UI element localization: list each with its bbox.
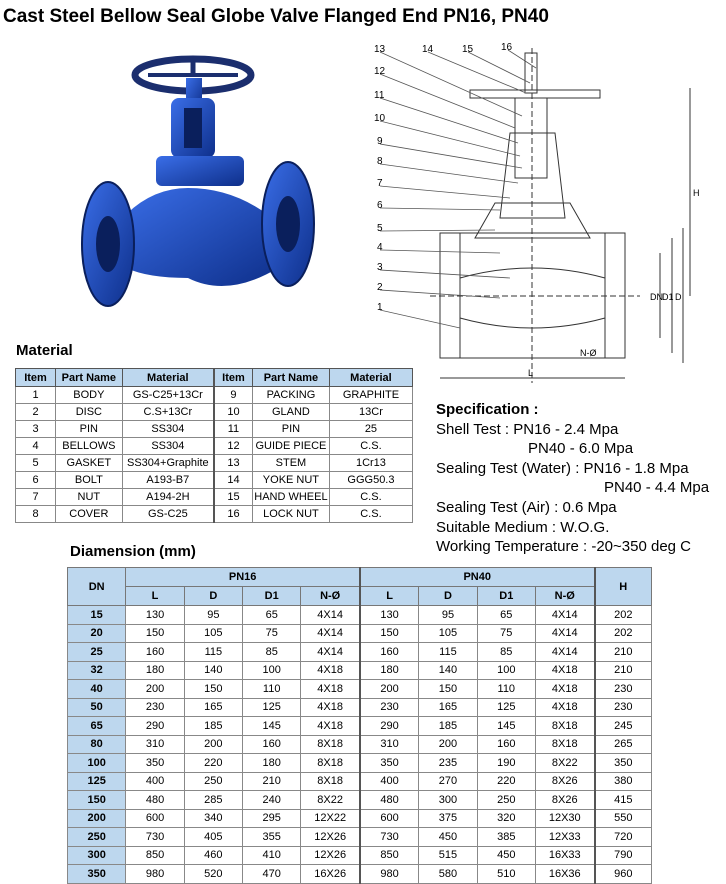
dimension-sub-header: N-Ø bbox=[301, 587, 360, 606]
working-temperature: Working Temperature : -20~350 deg C bbox=[436, 538, 692, 556]
dimension-cell: 165 bbox=[184, 698, 242, 717]
material-cell: C.S. bbox=[329, 438, 412, 455]
shell-test: Shell Test : PN16 - 2.4 Mpa bbox=[436, 420, 619, 438]
dimension-cell: 960 bbox=[595, 865, 652, 884]
dimension-cell: 4X18 bbox=[535, 698, 594, 717]
dimension-cell: 75 bbox=[477, 624, 535, 643]
callout-3: 3 bbox=[377, 262, 383, 273]
dimension-cell: 95 bbox=[419, 606, 477, 625]
material-cell: HAND WHEEL bbox=[252, 489, 329, 506]
sealing-test-air: Sealing Test (Air) : 0.6 Mpa bbox=[436, 498, 617, 516]
material-cell: 1 bbox=[16, 387, 56, 404]
dim-label-dn: DN bbox=[650, 292, 663, 302]
dimension-cell: 180 bbox=[126, 661, 184, 680]
dimension-cell: 4X18 bbox=[535, 661, 594, 680]
dimension-sub-header: D bbox=[184, 587, 242, 606]
dimension-cell: 130 bbox=[360, 606, 419, 625]
dimension-cell: 400 bbox=[360, 772, 419, 791]
dimension-cell: 16X33 bbox=[535, 846, 594, 865]
dimension-table bbox=[67, 567, 652, 884]
material-cell: SS304 bbox=[122, 421, 214, 438]
dimension-cell: 980 bbox=[126, 865, 184, 884]
dimension-cell: 12X26 bbox=[301, 846, 360, 865]
dimension-cell: 245 bbox=[595, 717, 652, 736]
dimension-sub-header: D1 bbox=[477, 587, 535, 606]
dimension-row bbox=[68, 643, 652, 662]
dimension-cell: 85 bbox=[243, 643, 301, 662]
material-cell: A194-2H bbox=[122, 489, 214, 506]
dimension-cell: 8X18 bbox=[535, 717, 594, 736]
dimension-cell: 405 bbox=[184, 828, 242, 847]
dimension-dn-cell: 150 bbox=[68, 791, 126, 810]
dimension-cell: 202 bbox=[595, 624, 652, 643]
dimension-cell: 290 bbox=[126, 717, 184, 736]
dimension-cell: 450 bbox=[419, 828, 477, 847]
material-header: Part Name bbox=[56, 369, 123, 387]
shell-test-pn40: PN40 - 6.0 Mpa bbox=[528, 440, 634, 458]
dimension-cell: 160 bbox=[126, 643, 184, 662]
specification-block bbox=[436, 400, 709, 557]
dimension-cell: 980 bbox=[360, 865, 419, 884]
dimension-dn-cell: 200 bbox=[68, 809, 126, 828]
dimension-cell: 8X22 bbox=[301, 791, 360, 810]
dimension-cell: 515 bbox=[419, 846, 477, 865]
dimension-sub-header-row bbox=[68, 587, 652, 606]
dimension-cell: 4X14 bbox=[301, 624, 360, 643]
callout-1: 1 bbox=[377, 302, 383, 313]
sealing-test-water: Sealing Test (Water) : PN16 - 1.8 Mpa bbox=[436, 459, 689, 477]
material-row bbox=[16, 421, 413, 438]
material-row bbox=[16, 387, 413, 404]
material-header: Item bbox=[214, 369, 252, 387]
material-header: Material bbox=[122, 369, 214, 387]
dimension-cell: 125 bbox=[243, 698, 301, 717]
dimension-dn-cell: 80 bbox=[68, 735, 126, 754]
dimension-sub-header: N-Ø bbox=[535, 587, 594, 606]
dimension-dn-cell: 125 bbox=[68, 772, 126, 791]
dimension-cell: 375 bbox=[419, 809, 477, 828]
dimension-cell: 8X18 bbox=[301, 772, 360, 791]
material-cell: SS304+Graphite bbox=[122, 455, 214, 472]
dimension-cell: 190 bbox=[477, 754, 535, 773]
dimension-cell: 4X18 bbox=[301, 680, 360, 699]
dimension-row bbox=[68, 606, 652, 625]
dimension-cell: 580 bbox=[419, 865, 477, 884]
dimension-cell: 210 bbox=[595, 643, 652, 662]
dimension-dn-cell: 25 bbox=[68, 643, 126, 662]
dimension-cell: 4X18 bbox=[301, 717, 360, 736]
material-cell: 6 bbox=[16, 472, 56, 489]
dimension-cell: 510 bbox=[477, 865, 535, 884]
dimension-cell: 295 bbox=[243, 809, 301, 828]
dimension-cell: 8X26 bbox=[535, 791, 594, 810]
material-cell: 14 bbox=[214, 472, 252, 489]
dimension-cell: 730 bbox=[126, 828, 184, 847]
dimension-cell: 12X26 bbox=[301, 828, 360, 847]
dimension-header-dn: DN bbox=[68, 568, 126, 606]
dimension-row bbox=[68, 865, 652, 884]
material-cell: 13 bbox=[214, 455, 252, 472]
dimension-cell: 320 bbox=[477, 809, 535, 828]
callout-4: 4 bbox=[377, 242, 383, 253]
callout-12: 12 bbox=[374, 66, 386, 77]
dimension-cell: 110 bbox=[243, 680, 301, 699]
material-cell: GLAND bbox=[252, 404, 329, 421]
dimension-cell: 4X14 bbox=[301, 606, 360, 625]
dimension-cell: 310 bbox=[126, 735, 184, 754]
dimension-cell: 200 bbox=[419, 735, 477, 754]
dimension-cell: 520 bbox=[184, 865, 242, 884]
sealing-test-water-pn40: PN40 - 4.4 Mpa bbox=[604, 479, 710, 497]
dimension-cell: 385 bbox=[477, 828, 535, 847]
dimension-cell: 285 bbox=[184, 791, 242, 810]
dimension-sub-header: D bbox=[419, 587, 477, 606]
dimension-cell: 160 bbox=[360, 643, 419, 662]
dimension-cell: 100 bbox=[477, 661, 535, 680]
dimension-cell: 16X26 bbox=[301, 865, 360, 884]
material-header-row bbox=[16, 369, 413, 387]
callout-7: 7 bbox=[377, 178, 383, 189]
dimension-row bbox=[68, 661, 652, 680]
material-cell: PIN bbox=[252, 421, 329, 438]
dimension-cell: 12X22 bbox=[301, 809, 360, 828]
material-cell: 12 bbox=[214, 438, 252, 455]
material-table bbox=[15, 368, 413, 523]
callout-16: 16 bbox=[501, 42, 513, 53]
dimension-row bbox=[68, 809, 652, 828]
dimension-cell: 150 bbox=[184, 680, 242, 699]
dimension-row bbox=[68, 717, 652, 736]
dimension-cell: 300 bbox=[419, 791, 477, 810]
suitable-medium: Suitable Medium : W.O.G. bbox=[436, 518, 610, 536]
dimension-cell: 180 bbox=[360, 661, 419, 680]
callout-14: 14 bbox=[422, 44, 434, 55]
material-row bbox=[16, 489, 413, 506]
material-cell: 7 bbox=[16, 489, 56, 506]
dimension-dn-cell: 100 bbox=[68, 754, 126, 773]
material-cell: C.S+13Cr bbox=[122, 404, 214, 421]
dimension-cell: 160 bbox=[477, 735, 535, 754]
dimension-cell: 160 bbox=[243, 735, 301, 754]
material-title: Material bbox=[16, 342, 73, 359]
dimension-cell: 8X18 bbox=[301, 735, 360, 754]
material-row bbox=[16, 438, 413, 455]
dimension-cell: 110 bbox=[477, 680, 535, 699]
material-cell: 5 bbox=[16, 455, 56, 472]
dimension-cell: 235 bbox=[419, 754, 477, 773]
material-row bbox=[16, 455, 413, 472]
dimension-cell: 720 bbox=[595, 828, 652, 847]
material-cell: 9 bbox=[214, 387, 252, 404]
callout-2: 2 bbox=[377, 282, 383, 293]
material-cell: SS304 bbox=[122, 438, 214, 455]
dimension-dn-cell: 250 bbox=[68, 828, 126, 847]
dimension-dn-cell: 40 bbox=[68, 680, 126, 699]
dim-label-h: H bbox=[693, 188, 700, 198]
dimension-cell: 350 bbox=[595, 754, 652, 773]
material-cell: 1Cr13 bbox=[329, 455, 412, 472]
dimension-dn-cell: 350 bbox=[68, 865, 126, 884]
dimension-cell: 850 bbox=[360, 846, 419, 865]
material-cell: NUT bbox=[56, 489, 123, 506]
dimension-cell: 200 bbox=[184, 735, 242, 754]
specification-title: Specification : bbox=[436, 401, 539, 418]
dimension-cell: 600 bbox=[126, 809, 184, 828]
material-cell: DISC bbox=[56, 404, 123, 421]
dimension-cell: 105 bbox=[184, 624, 242, 643]
callout-8: 8 bbox=[377, 156, 383, 167]
dimension-cell: 250 bbox=[477, 791, 535, 810]
material-row bbox=[16, 506, 413, 523]
dimension-dn-cell: 50 bbox=[68, 698, 126, 717]
dim-label-n: N-Ø bbox=[580, 348, 597, 358]
material-cell: 3 bbox=[16, 421, 56, 438]
material-header: Material bbox=[329, 369, 412, 387]
material-cell: STEM bbox=[252, 455, 329, 472]
material-header: Part Name bbox=[252, 369, 329, 387]
dimension-cell: 480 bbox=[360, 791, 419, 810]
material-cell: C.S. bbox=[329, 489, 412, 506]
dimension-cell: 85 bbox=[477, 643, 535, 662]
callout-11: 11 bbox=[374, 90, 385, 101]
material-cell: GS-C25 bbox=[122, 506, 214, 523]
callout-10: 10 bbox=[374, 113, 386, 124]
dimension-cell: 220 bbox=[184, 754, 242, 773]
dimension-cell: 12X30 bbox=[535, 809, 594, 828]
dimension-dn-cell: 20 bbox=[68, 624, 126, 643]
dimension-cell: 200 bbox=[126, 680, 184, 699]
dimension-cell: 290 bbox=[360, 717, 419, 736]
dimension-cell: 4X18 bbox=[535, 680, 594, 699]
dimension-header-pn40: PN40 bbox=[360, 568, 595, 587]
dim-label-d: D bbox=[675, 292, 682, 302]
material-cell: 25 bbox=[329, 421, 412, 438]
callout-5: 5 bbox=[377, 223, 383, 234]
dimension-cell: 270 bbox=[419, 772, 477, 791]
material-cell: PIN bbox=[56, 421, 123, 438]
dimension-cell: 230 bbox=[595, 680, 652, 699]
dimension-row bbox=[68, 624, 652, 643]
dimension-cell: 410 bbox=[243, 846, 301, 865]
dimension-cell: 470 bbox=[243, 865, 301, 884]
dimension-cell: 350 bbox=[126, 754, 184, 773]
dimension-cell: 210 bbox=[595, 661, 652, 680]
dimension-cell: 250 bbox=[184, 772, 242, 791]
dimension-cell: 8X26 bbox=[535, 772, 594, 791]
dimension-cell: 140 bbox=[419, 661, 477, 680]
dimension-cell: 12X33 bbox=[535, 828, 594, 847]
dimension-row bbox=[68, 791, 652, 810]
dimension-cell: 130 bbox=[126, 606, 184, 625]
dimension-row bbox=[68, 735, 652, 754]
callout-9: 9 bbox=[377, 136, 383, 147]
material-cell: 15 bbox=[214, 489, 252, 506]
dimension-row bbox=[68, 846, 652, 865]
dim-label-d1: D1 bbox=[662, 292, 674, 302]
material-row bbox=[16, 472, 413, 489]
dimension-header-h: H bbox=[595, 568, 652, 606]
dimension-cell: 75 bbox=[243, 624, 301, 643]
material-cell: 10 bbox=[214, 404, 252, 421]
dimension-cell: 730 bbox=[360, 828, 419, 847]
dimension-cell: 150 bbox=[360, 624, 419, 643]
callout-6: 6 bbox=[377, 200, 383, 211]
dimension-cell: 340 bbox=[184, 809, 242, 828]
dimension-cell: 600 bbox=[360, 809, 419, 828]
dimension-cell: 230 bbox=[360, 698, 419, 717]
dimension-cell: 850 bbox=[126, 846, 184, 865]
callout-15: 15 bbox=[462, 44, 474, 55]
dimension-header-pn16: PN16 bbox=[126, 568, 360, 587]
dimension-cell: 8X22 bbox=[535, 754, 594, 773]
dimension-cell: 100 bbox=[243, 661, 301, 680]
dimension-row bbox=[68, 772, 652, 791]
dimension-cell: 105 bbox=[419, 624, 477, 643]
dimension-cell: 150 bbox=[126, 624, 184, 643]
dimension-group-header-row bbox=[68, 568, 652, 587]
valve-section-drawing bbox=[350, 38, 722, 393]
dimension-dn-cell: 32 bbox=[68, 661, 126, 680]
valve-photo bbox=[78, 48, 323, 318]
dimension-cell: 210 bbox=[243, 772, 301, 791]
dimension-row bbox=[68, 698, 652, 717]
dimension-cell: 4X14 bbox=[535, 643, 594, 662]
material-cell: 13Cr bbox=[329, 404, 412, 421]
dim-label-l: L bbox=[528, 368, 534, 378]
material-cell: GASKET bbox=[56, 455, 123, 472]
dimension-cell: 460 bbox=[184, 846, 242, 865]
material-cell: YOKE NUT bbox=[252, 472, 329, 489]
material-row bbox=[16, 404, 413, 421]
dimension-cell: 550 bbox=[595, 809, 652, 828]
dimension-cell: 185 bbox=[419, 717, 477, 736]
page-title: Cast Steel Bellow Seal Globe Valve Flanged End PN16, PN40 bbox=[3, 6, 549, 27]
dimension-cell: 150 bbox=[419, 680, 477, 699]
dimension-cell: 185 bbox=[184, 717, 242, 736]
dimension-cell: 200 bbox=[360, 680, 419, 699]
material-header: Item bbox=[16, 369, 56, 387]
dimension-cell: 415 bbox=[595, 791, 652, 810]
dimension-cell: 355 bbox=[243, 828, 301, 847]
dimension-cell: 4X18 bbox=[301, 698, 360, 717]
dimension-cell: 140 bbox=[184, 661, 242, 680]
dimension-cell: 265 bbox=[595, 735, 652, 754]
dimension-cell: 165 bbox=[419, 698, 477, 717]
dimension-cell: 220 bbox=[477, 772, 535, 791]
dimension-cell: 310 bbox=[360, 735, 419, 754]
material-cell: A193-B7 bbox=[122, 472, 214, 489]
dimension-cell: 125 bbox=[477, 698, 535, 717]
dimension-row bbox=[68, 828, 652, 847]
dimension-row bbox=[68, 754, 652, 773]
dimension-cell: 8X18 bbox=[301, 754, 360, 773]
dimension-cell: 115 bbox=[184, 643, 242, 662]
callout-13: 13 bbox=[374, 44, 386, 55]
material-cell: GRAPHITE bbox=[329, 387, 412, 404]
dimension-cell: 16X36 bbox=[535, 865, 594, 884]
material-cell: BELLOWS bbox=[56, 438, 123, 455]
material-cell: 11 bbox=[214, 421, 252, 438]
dimension-cell: 8X18 bbox=[535, 735, 594, 754]
dimension-cell: 145 bbox=[243, 717, 301, 736]
dimension-cell: 230 bbox=[595, 698, 652, 717]
dimension-cell: 230 bbox=[126, 698, 184, 717]
material-cell: GGG50.3 bbox=[329, 472, 412, 489]
dimension-cell: 65 bbox=[243, 606, 301, 625]
material-cell: 2 bbox=[16, 404, 56, 421]
dimension-title: Diamension (mm) bbox=[70, 543, 196, 560]
material-cell: 16 bbox=[214, 506, 252, 523]
dimension-sub-header: L bbox=[360, 587, 419, 606]
dimension-cell: 65 bbox=[477, 606, 535, 625]
material-cell: GS-C25+13Cr bbox=[122, 387, 214, 404]
dimension-dn-cell: 300 bbox=[68, 846, 126, 865]
dimension-cell: 400 bbox=[126, 772, 184, 791]
dimension-cell: 4X18 bbox=[301, 661, 360, 680]
dimension-cell: 115 bbox=[419, 643, 477, 662]
material-cell: C.S. bbox=[329, 506, 412, 523]
dimension-dn-cell: 65 bbox=[68, 717, 126, 736]
dimension-cell: 790 bbox=[595, 846, 652, 865]
dimension-cell: 95 bbox=[184, 606, 242, 625]
dimension-cell: 450 bbox=[477, 846, 535, 865]
dimension-cell: 202 bbox=[595, 606, 652, 625]
dimension-cell: 480 bbox=[126, 791, 184, 810]
material-cell: LOCK NUT bbox=[252, 506, 329, 523]
dimension-cell: 4X14 bbox=[301, 643, 360, 662]
material-cell: 8 bbox=[16, 506, 56, 523]
dimension-cell: 350 bbox=[360, 754, 419, 773]
material-cell: COVER bbox=[56, 506, 123, 523]
dimension-row bbox=[68, 680, 652, 699]
dimension-cell: 145 bbox=[477, 717, 535, 736]
dimension-dn-cell: 15 bbox=[68, 606, 126, 625]
dimension-cell: 4X14 bbox=[535, 606, 594, 625]
dimension-cell: 4X14 bbox=[535, 624, 594, 643]
material-cell: 4 bbox=[16, 438, 56, 455]
dimension-cell: 180 bbox=[243, 754, 301, 773]
dimension-cell: 240 bbox=[243, 791, 301, 810]
material-cell: BOLT bbox=[56, 472, 123, 489]
material-cell: PACKING bbox=[252, 387, 329, 404]
material-cell: GUIDE PIECE bbox=[252, 438, 329, 455]
material-cell: BODY bbox=[56, 387, 123, 404]
dimension-sub-header: D1 bbox=[243, 587, 301, 606]
dimension-cell: 380 bbox=[595, 772, 652, 791]
dimension-sub-header: L bbox=[126, 587, 184, 606]
